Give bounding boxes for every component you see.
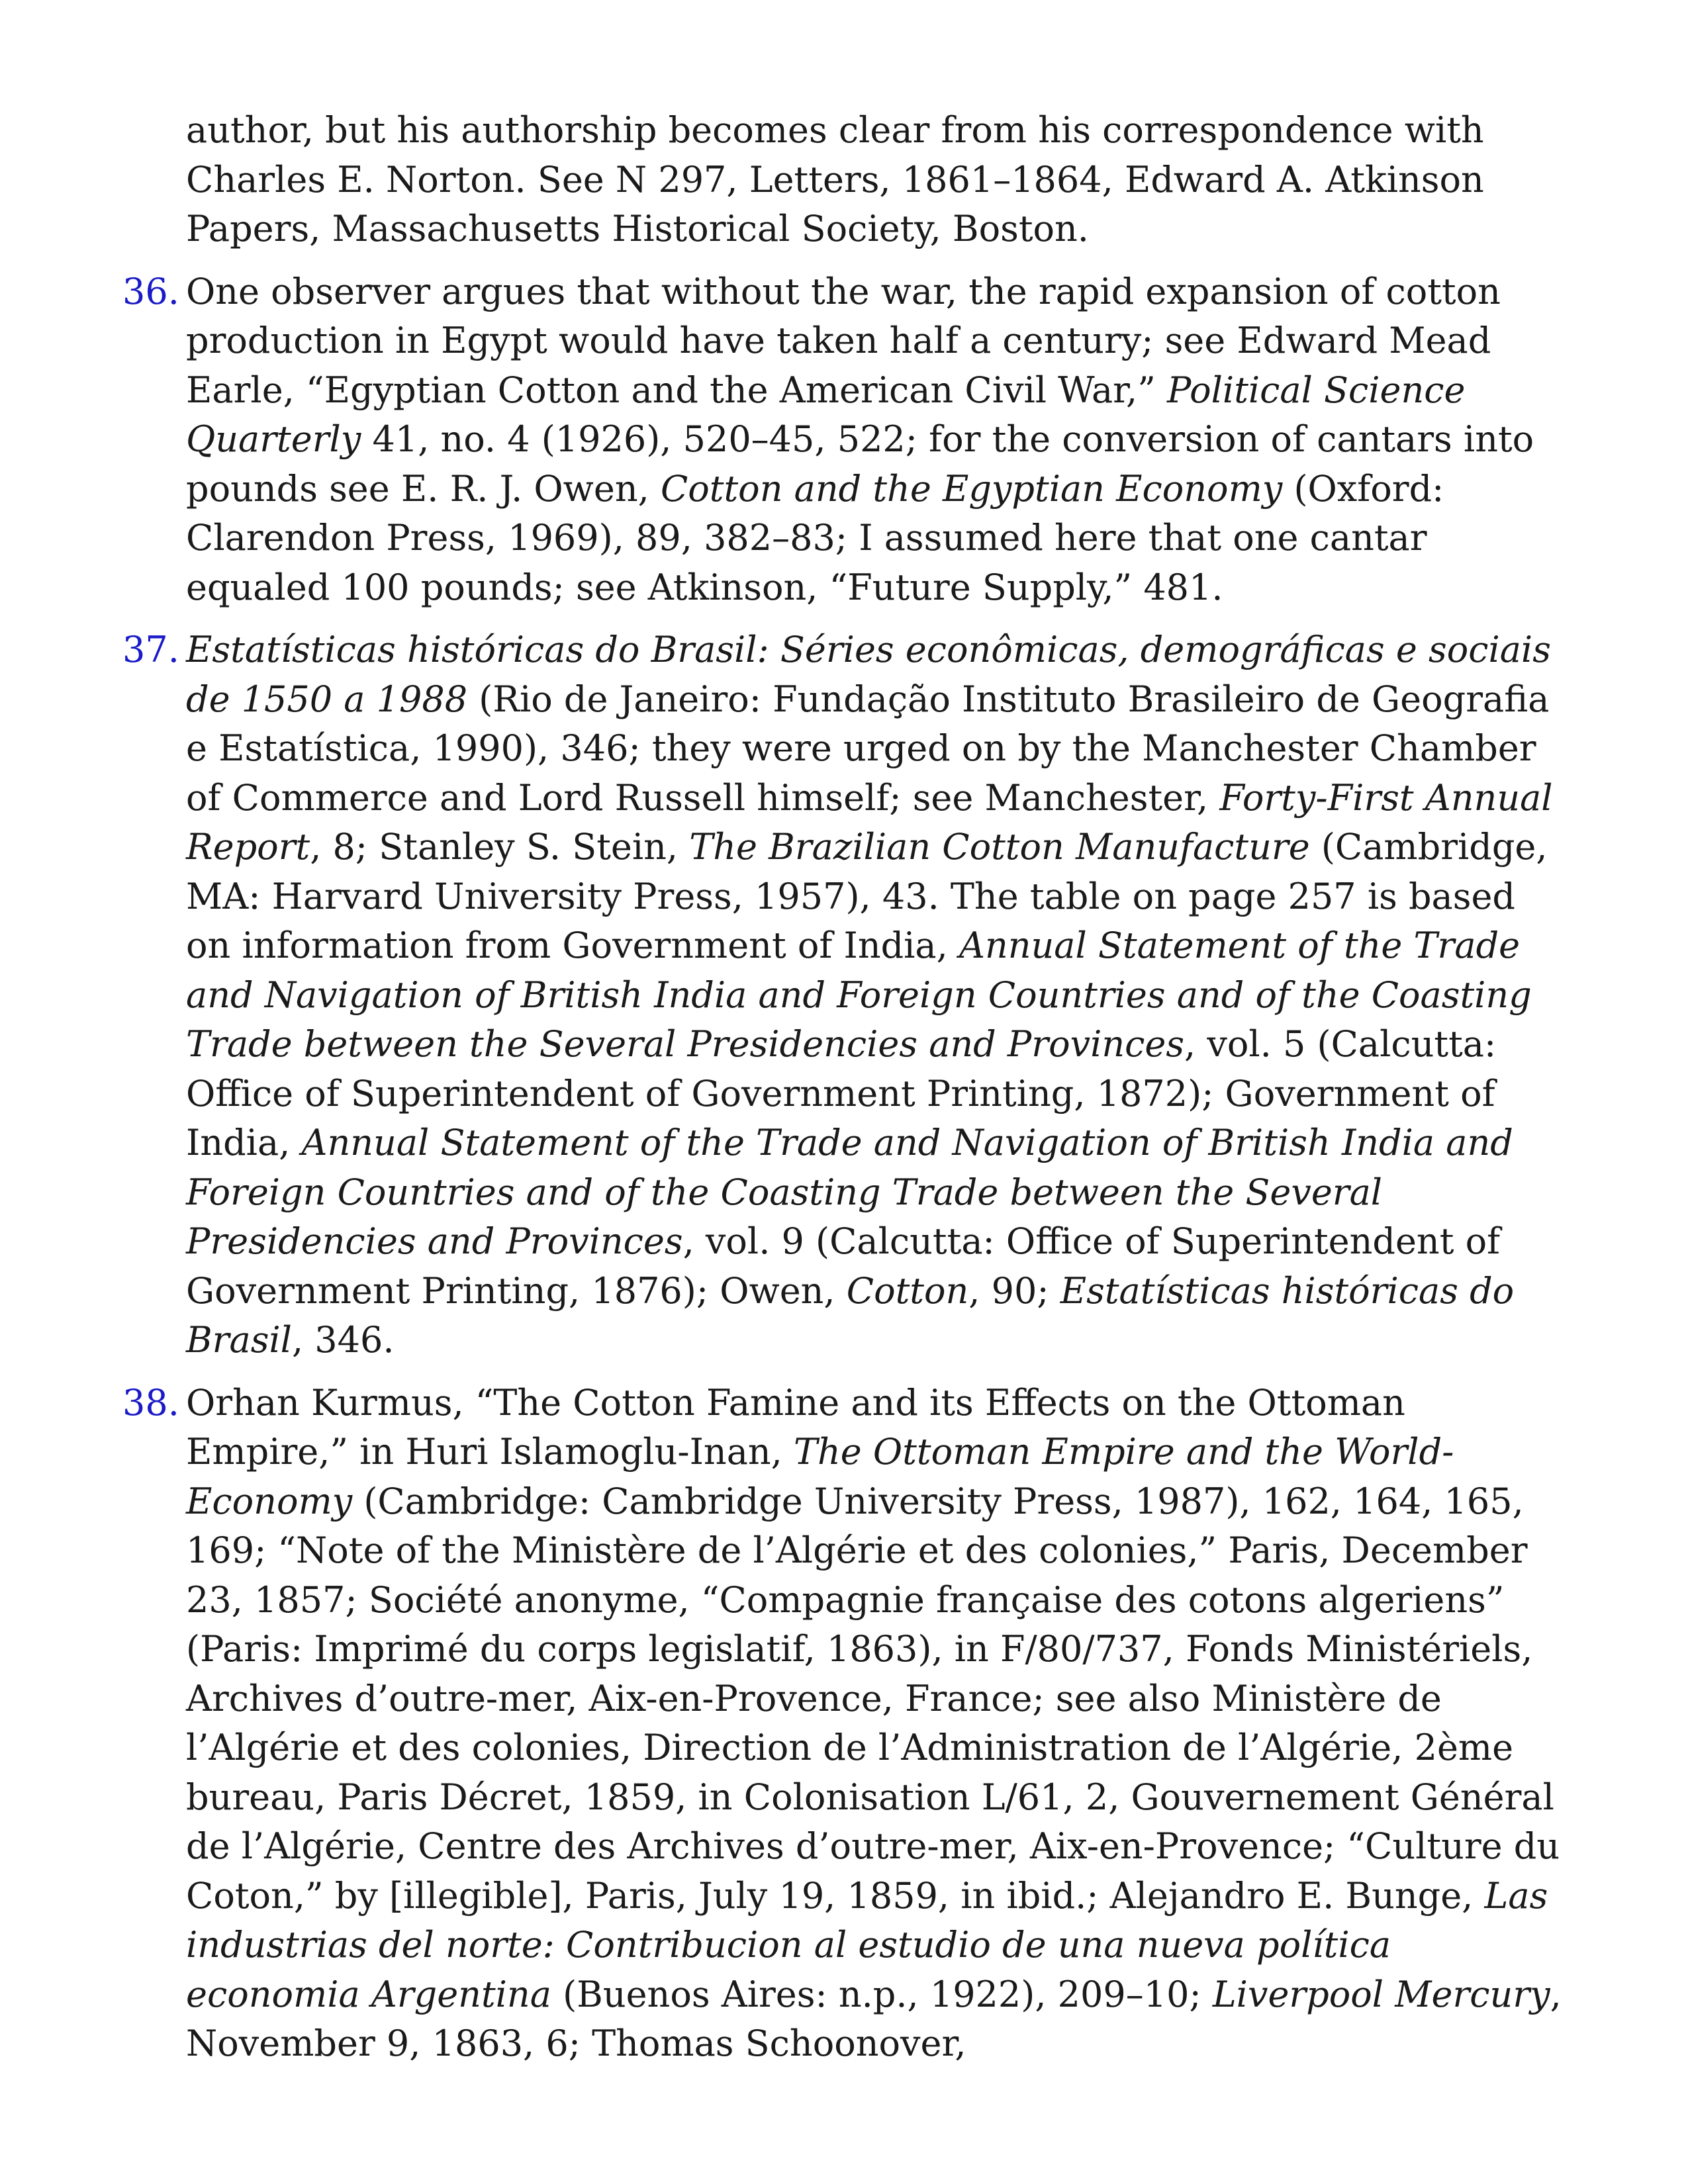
italic-title: Political Science Quarterly <box>186 369 1466 460</box>
italic-title: Cotton <box>846 1269 969 1312</box>
text-run: (Cambridge: Cambridge University Press, 1987), 162, 164, 165, 169; “Note of the Ministère de l’Algérie et des colonies,” Paris, December 23, 1857; Société anonyme, “Compagnie française des cotons algeriens” (Paris: Imprimé du corps legislatif, 1863), in F/80/737, Fonds Ministériels, Archives d’outre-mer, Aix-en-Provence, France; see also Ministère de l’Algérie et des colonies, Direction de l’Administration de l’Algérie, 2ème bureau, Paris Décret, 1859, in Colonisation L/61, 2, Gouvernement Général de l’Algérie, Centre des Archives d’outre-mer, Aix-en-Provence; “Culture du Coton,” by [illegible], Paris, July 19, 1859, in ibid.; Alejandro E. Bunge, <box>186 1480 1560 1917</box>
italic-title: The Ottoman Empire and the World-Economy <box>186 1431 1454 1522</box>
text-run: (Buenos Aires: n.p., 1922), 209–10; <box>551 1973 1213 2015</box>
endnote-text <box>186 625 1566 1365</box>
endnotes-list <box>122 106 1566 2082</box>
text-run: , 8; Stanley S. Stein, <box>310 826 690 868</box>
endnote-continuation <box>122 106 1566 254</box>
italic-title: Forty-First Annual Report <box>186 776 1553 868</box>
text-run: (Rio de Janeiro: Fundação Instituto Brasileiro de Geografia e Estatística, 1990), 346; they were urged on by the Manchester Chamber of Commerce and Lord Russell himself; see Manchester, <box>186 678 1550 819</box>
italic-title: Cotton and the Egyptian Economy <box>660 467 1283 510</box>
text-run: , November 9, 1863, 6; Thomas Schoonover, <box>186 1973 1562 2064</box>
italic-title: Estatísticas históricas do Brasil: Séries econômicas, demográficas e sociais de 1550 a 1988 <box>186 629 1551 720</box>
text-run: , 90; <box>968 1269 1060 1312</box>
endnote-text <box>186 1379 1566 2069</box>
text-run: Orhan Kurmus, “The Cotton Famine and its Effects on the Ottoman Empire,” in Huri Islamoglu-Inan, <box>186 1381 1405 1473</box>
text-run: (Oxford: Clarendon Press, 1969), 89, 382–83; I assumed here that one cantar equaled 100 pounds; see Atkinson, “Future Supply,” 481. <box>186 467 1444 608</box>
text-run: , 346. <box>291 1319 395 1361</box>
italic-title: Liverpool Mercury <box>1212 1973 1550 2015</box>
text-run: 41, no. 4 (1926), 520–45, 522; for the conversion of cantars into pounds see E. R. J. Owen, <box>186 418 1534 510</box>
italic-title: Annual Statement of the Trade and Navigation of British India and Foreign Countries and of the Coasting Trade between the Several Presidencies and Provinces <box>186 925 1532 1065</box>
italic-title: Las industrias del norte: Contribucion al estudio de una nueva política economia Argentina <box>186 1874 1548 2015</box>
endnote-text <box>186 267 1566 613</box>
endnote-item <box>122 625 1566 1365</box>
text-run: , vol. 5 (Calcutta: Office of Superintendent of Government Printing, 1872); Government of India, <box>186 1023 1497 1163</box>
italic-title: Annual Statement of the Trade and Navigation of British India and Foreign Countries and of the Coasting Trade between the Several Presidencies and Provinces <box>186 1122 1513 1262</box>
text-run: author, but his authorship becomes clear from his correspondence with Charles E. Norton. See N 297, Letters, 1861–1864, Edward A. Atkinson Papers, Massachusetts Historical Society, Boston. <box>186 109 1484 250</box>
endnote-text <box>186 106 1566 254</box>
endnote-number-link[interactable]: 37. <box>122 629 179 670</box>
italic-title: Estatísticas históricas do Brasil <box>186 1269 1515 1361</box>
text-run: , vol. 9 (Calcutta: Office of Superintendent of Government Printing, 1876); Owen, <box>186 1220 1501 1312</box>
endnote-number-link[interactable]: 36. <box>122 270 179 312</box>
endnote-item <box>122 1379 1566 2069</box>
endnote-item <box>122 267 1566 613</box>
endnote-number-link[interactable]: 38. <box>122 1381 179 1424</box>
italic-title: The Brazilian Cotton Manufacture <box>689 826 1310 868</box>
text-run: (Cambridge, MA: Harvard University Press, 1957), 43. The table on page 257 is based on information from Government of India, <box>186 826 1548 966</box>
text-run: One observer argues that without the war, the rapid expansion of cotton production in Egypt would have taken half a century; see Edward Mead Earle, “Egyptian Cotton and the American Civil War,” <box>186 270 1501 411</box>
